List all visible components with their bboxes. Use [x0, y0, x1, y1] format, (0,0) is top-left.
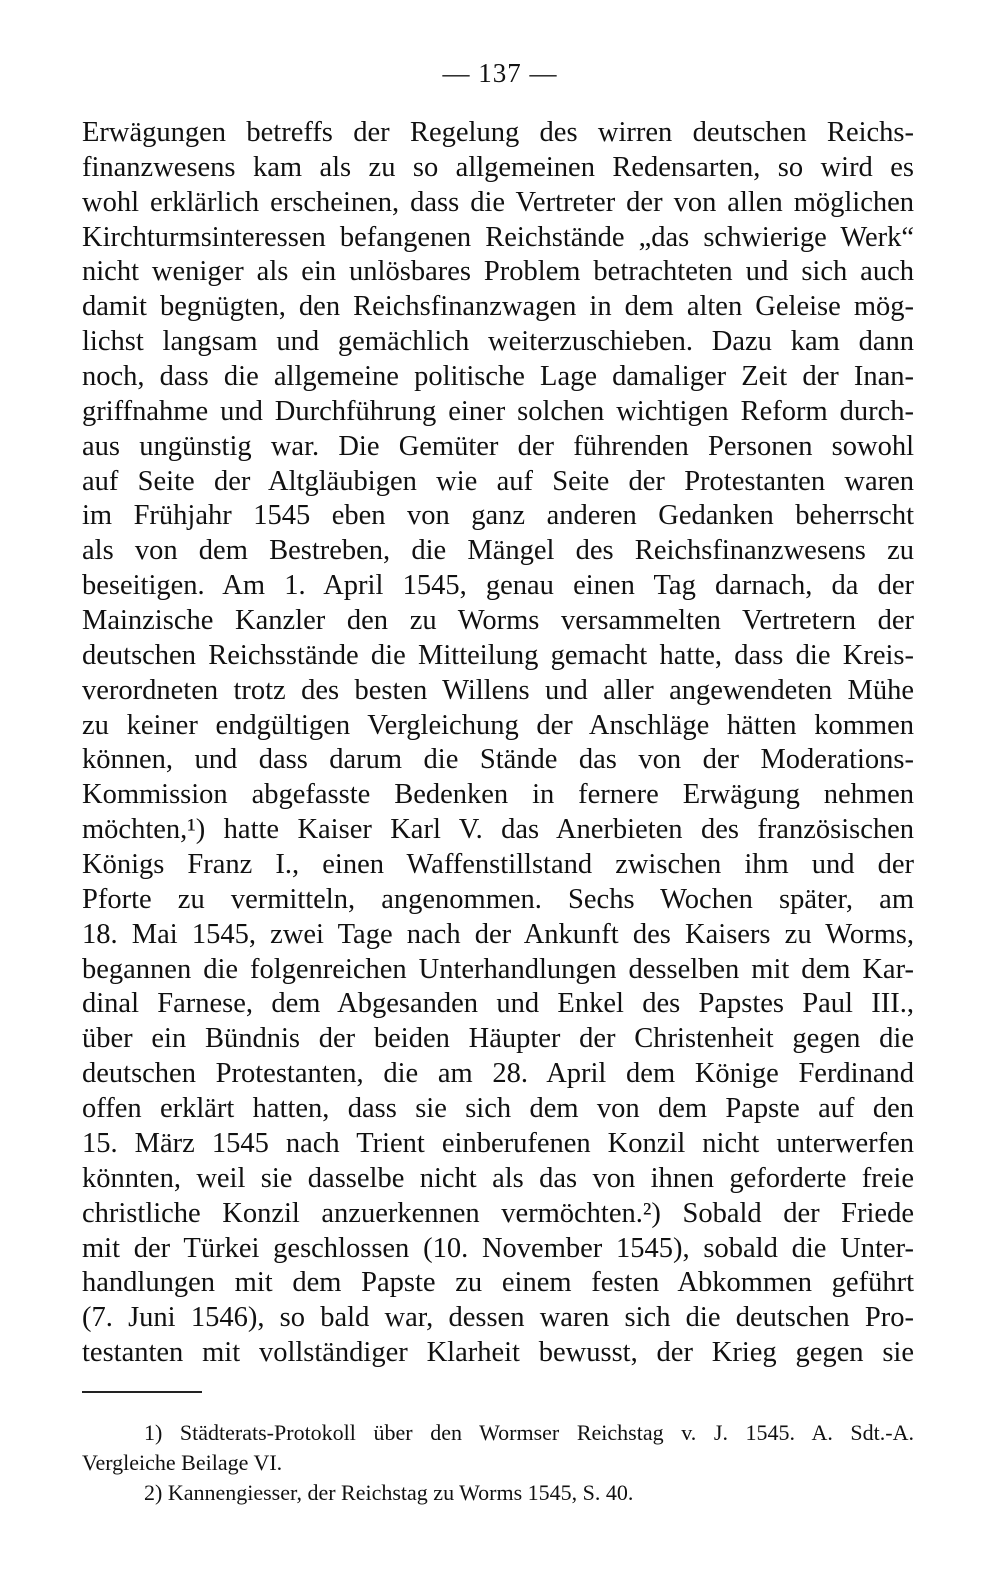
text-line: auf Seite der Altgläubigen wie auf Seite der Protestanten waren [82, 465, 914, 497]
text-line: christliche Konzil anzuerkennen vermöchten.²) Sobald der Friede [82, 1197, 914, 1229]
text-line: können, und dass darum die Stände das von der Moderations- [82, 744, 914, 776]
text-line: Erwägungen betreffs der Regelung des wirren deutschen Reichs- [82, 117, 914, 148]
footnote-1: 1) Städterats-Protokoll über den Wormser Reichstag v. J. 1545. A. Sdt.-A. [144, 1420, 914, 1445]
text-line: als von dem Bestreben, die Mängel des Reichsfinanzwesens zu [82, 535, 914, 567]
text-line: aus ungünstig war. Die Gemüter der führenden Personen sowohl [82, 430, 914, 462]
text-line: deutschen Reichsstände die Mitteilung gemacht hatte, dass die Kreis- [82, 639, 914, 671]
text-line: deutschen Protestanten, die am 28. April dem Könige Ferdinand [82, 1058, 914, 1090]
text-line: zu keiner endgültigen Vergleichung der Anschläge hätten kommen [82, 709, 914, 741]
text-line: beseitigen. Am 1. April 1545, genau einen Tag darnach, da der [82, 570, 914, 602]
text-line: Königs Franz I., einen Waffenstillstand zwischen ihm und der [82, 849, 914, 881]
page-number: — 137 — [442, 58, 558, 88]
text-line: offen erklärt hatten, dass sie sich dem von dem Papste auf den [82, 1093, 914, 1125]
text-line: im Frühjahr 1545 eben von ganz anderen Gedanken beherrscht [82, 500, 914, 532]
text-line: nicht weniger als ein unlösbares Problem betrachteten und sich auch [82, 256, 914, 288]
footnotes [82, 1418, 914, 1508]
text-line: möchten,¹) hatte Kaiser Karl V. das Anerbieten des französischen [82, 814, 914, 846]
text-line: über ein Bündnis der beiden Häupter der Christenheit gegen die [82, 1023, 914, 1055]
text-line: lichst langsam und gemächlich weiterzuschieben. Dazu kam dann [82, 326, 914, 358]
text-line: Kirchturmsinteressen befangenen Reichstände „das schwierige Werk“ [82, 221, 914, 253]
text-line: könnten, weil sie dasselbe nicht als das von ihnen geforderte freie [82, 1162, 914, 1194]
text-line: Mainzische Kanzler den zu Worms versammelten Vertretern der [82, 605, 914, 637]
text-line: noch, dass die allgemeine politische Lage damaliger Zeit der Inan- [82, 361, 914, 393]
body-text [82, 116, 914, 1371]
text-line: wohl erklärlich erscheinen, dass die Vertreter der von allen möglichen [82, 186, 914, 218]
text-line: mit der Türkei geschlossen (10. November 1545), sobald die Unter- [82, 1232, 914, 1264]
text-line: handlungen mit dem Papste zu einem festen Abkommen geführt [82, 1267, 914, 1299]
footnote-2: 2) Kannengiesser, der Reichstag zu Worms 1545, S. 40. [144, 1480, 634, 1505]
text-line: damit begnügten, den Reichsfinanzwagen in dem alten Geleise mög- [82, 291, 914, 323]
text-line: begannen die folgenreichen Unterhandlungen desselben mit dem Kar- [82, 953, 914, 985]
text-line: 15. März 1545 nach Trient einberufenen Konzil nicht unterwerfen [82, 1127, 914, 1159]
footnote-1-continuation: Vergleiche Beilage VI. [82, 1450, 283, 1475]
text-line: 18. Mai 1545, zwei Tage nach der Ankunft des Kaisers zu Worms, [82, 918, 914, 950]
text-line: griffnahme und Durchführung einer solchen wichtigen Reform durch- [82, 395, 914, 427]
text-line: (7. Juni 1546), so bald war, dessen waren sich die deutschen Pro- [82, 1302, 914, 1334]
text-line: Kommission abgefasste Bedenken in fernere Erwägung nehmen [82, 779, 914, 811]
text-line: verordneten trotz des besten Willens und aller angewendeten Mühe [82, 674, 914, 706]
text-line: dinal Farnese, dem Abgesanden und Enkel des Papstes Paul III., [82, 988, 914, 1020]
footnote-divider [82, 1391, 202, 1393]
text-line: finanzwesens kam als zu so allgemeinen Redensarten, so wird es [82, 151, 914, 183]
text-line: testanten mit vollständiger Klarheit bewusst, der Krieg gegen sie [82, 1337, 914, 1369]
text-line: Pforte zu vermitteln, angenommen. Sechs Wochen später, am [82, 883, 914, 915]
